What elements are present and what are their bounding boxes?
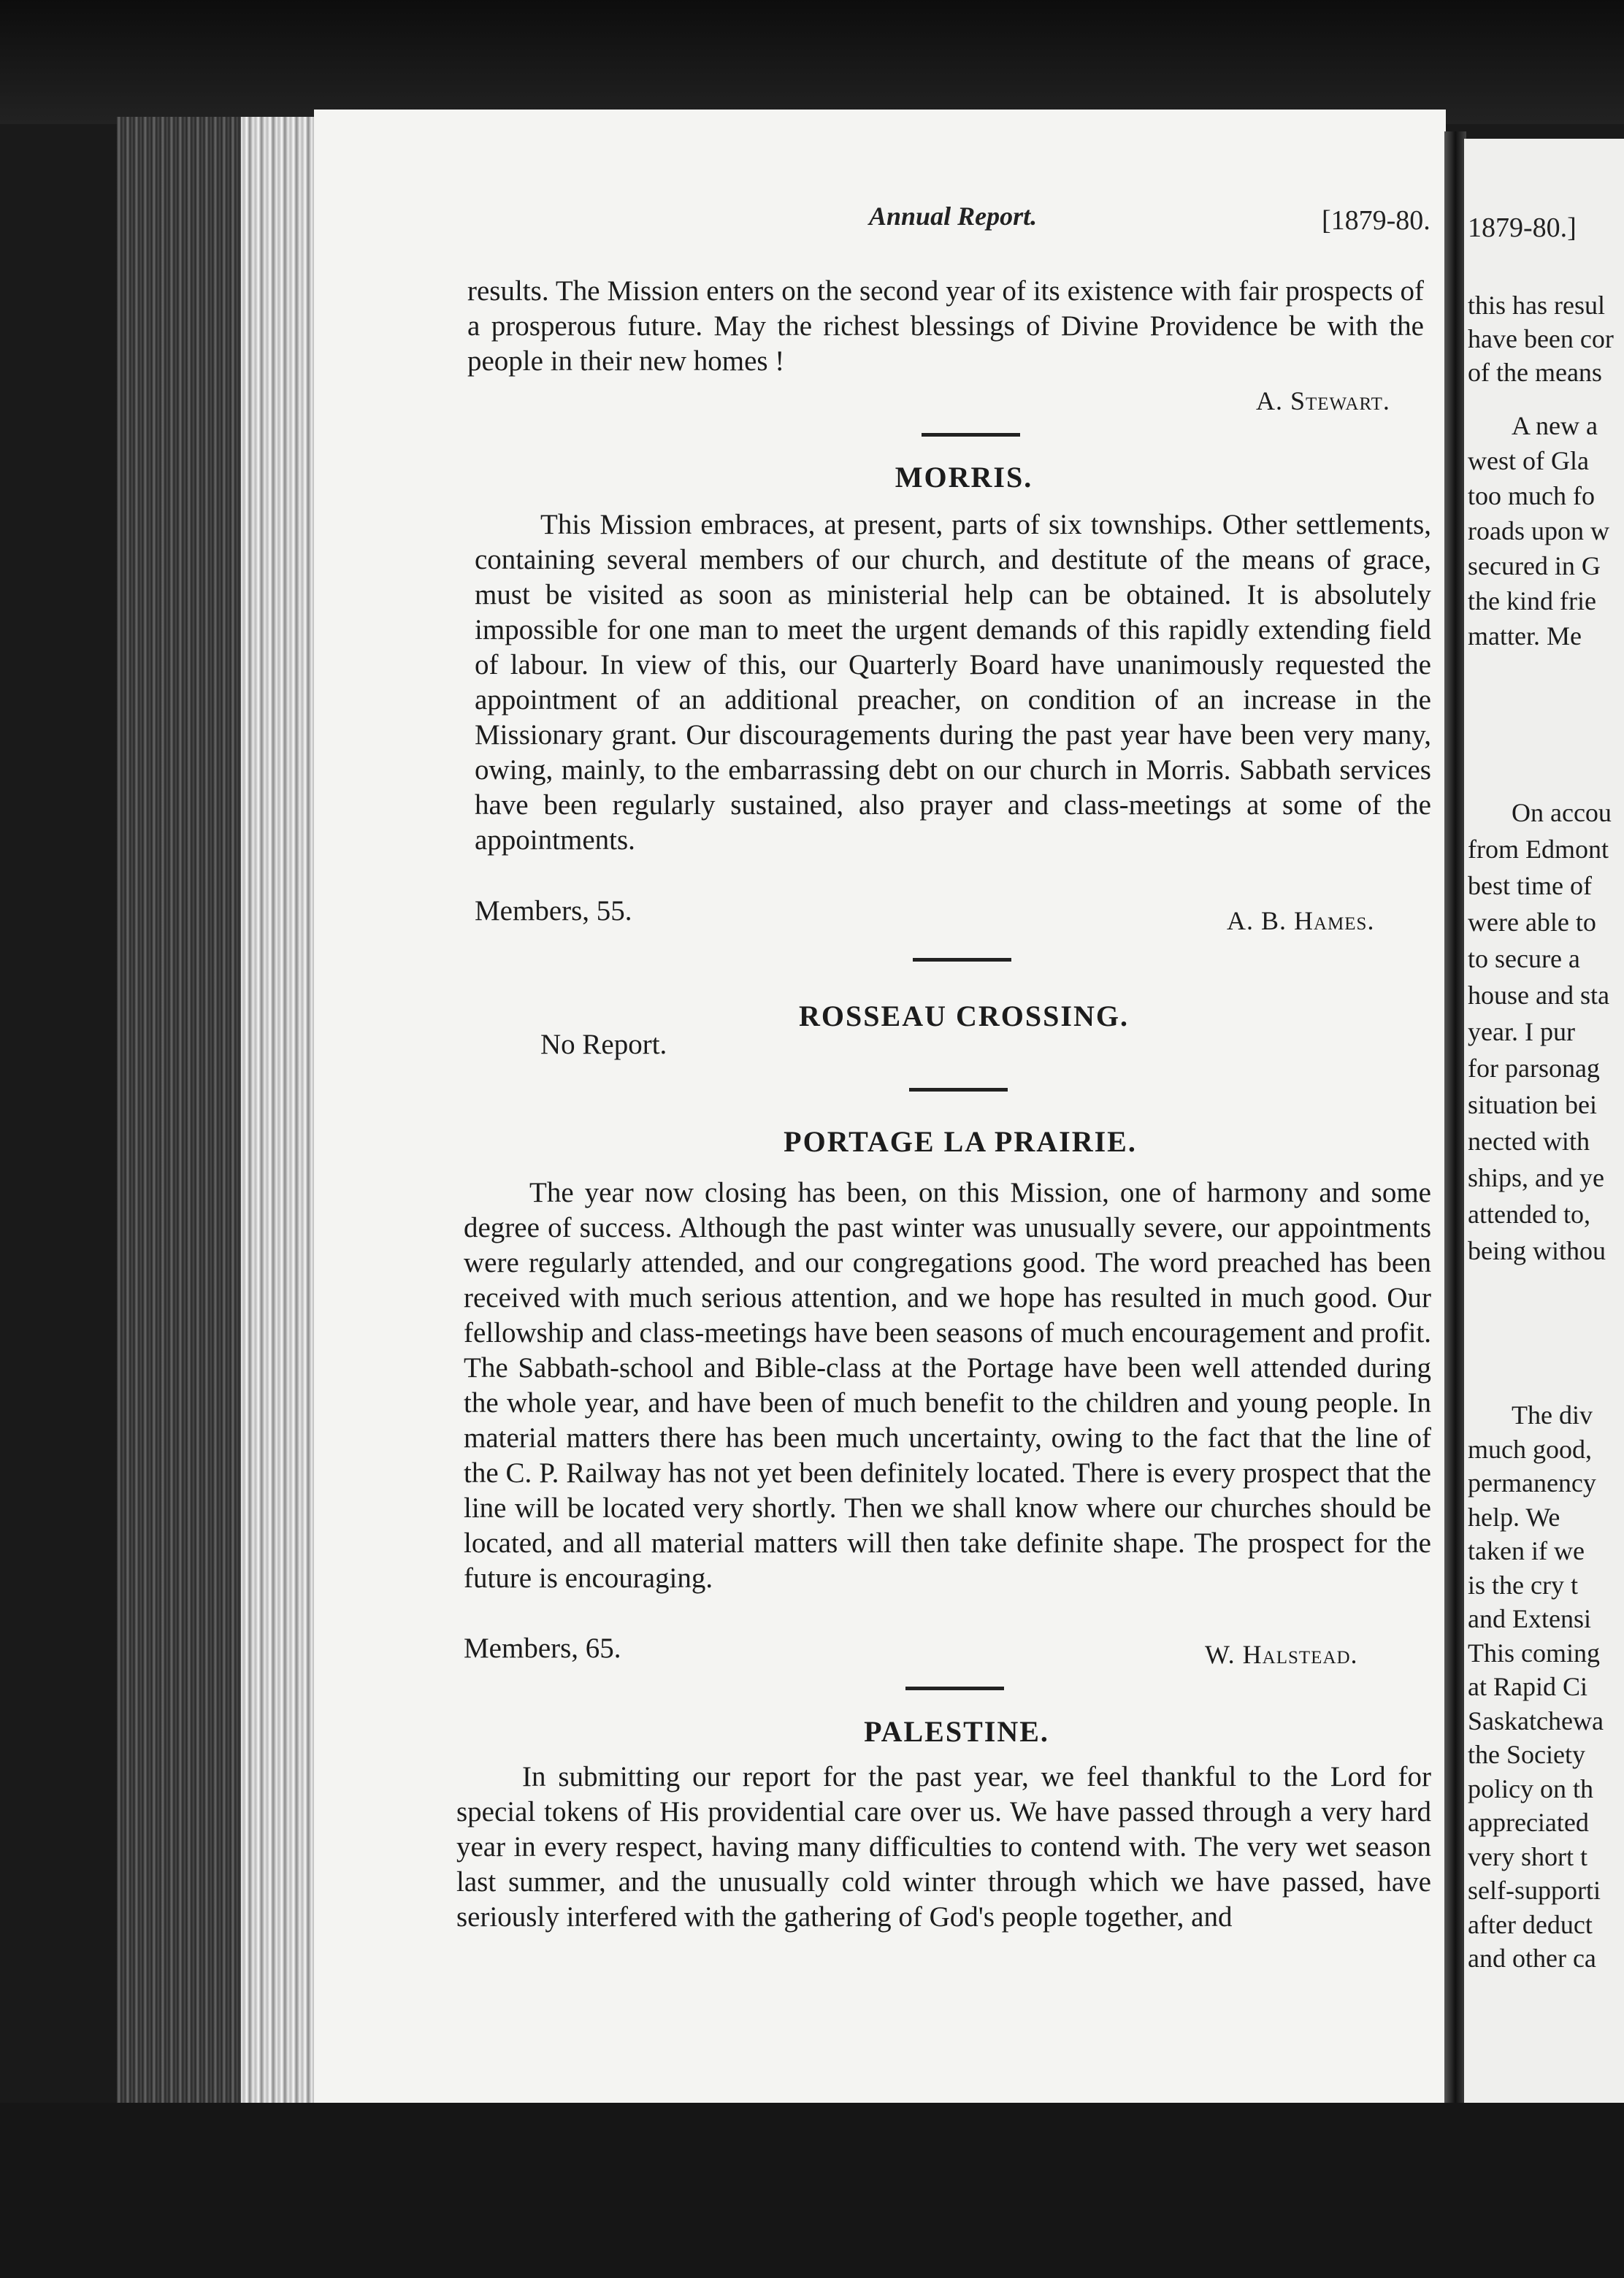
right-page-line: being withou: [1468, 1236, 1606, 1265]
right-page-line: matter. Me: [1468, 621, 1582, 651]
right-page-line: secured in G: [1468, 551, 1601, 580]
intro-signature: A. Stewart.: [1256, 386, 1390, 415]
running-header-year: [1879-80.: [1322, 205, 1430, 236]
right-page-header-year: 1879-80.]: [1468, 212, 1577, 243]
scanner-background-top: [0, 0, 1624, 124]
right-page-line: at Rapid Ci: [1468, 1672, 1587, 1701]
right-page-line: for parsonag: [1468, 1054, 1600, 1083]
section-rule: [922, 433, 1020, 437]
right-page-line: best time of: [1468, 871, 1592, 900]
right-page-line: house and sta: [1468, 981, 1609, 1010]
intro-paragraph: results. The Mission enters on the second year of its existence with fair prospects of a prosperous future. May the richest blessings of Divine Providence be with the people in their new homes !: [467, 275, 1424, 377]
right-page-line: appreciated: [1468, 1808, 1589, 1837]
right-page-line: This coming: [1468, 1638, 1600, 1668]
right-page-line: this has resul: [1468, 291, 1605, 320]
right-page-line: the kind frie: [1468, 586, 1596, 615]
section-rule: [913, 958, 1011, 962]
section-body-palestine: In submitting our report for the past year, we feel thankful to the Lord for special tokens of His providential care over us. We have passed through a very hard year in every respect, having many difficulties to contend with. The very wet season last summer, and the unusually cold winter through which we have passed, have seriously interfered with the gathering of God's people together, and: [456, 1761, 1431, 1933]
page-edges: [241, 117, 314, 2103]
section-title-portage-la-prairie: PORTAGE LA PRAIRIE.: [784, 1125, 1137, 1158]
right-page-line: policy on th: [1468, 1773, 1593, 1803]
right-page-line: and Extensi: [1468, 1604, 1591, 1633]
right-page-line: were able to: [1468, 908, 1596, 937]
right-page-line: roads upon w: [1468, 516, 1609, 545]
right-page-line: have been cor: [1468, 324, 1614, 353]
right-page-line: and other ca: [1468, 1944, 1596, 1973]
section-rule: [909, 1088, 1008, 1092]
right-page-line: is the cry t: [1468, 1570, 1578, 1600]
right-page-line: situation bei: [1468, 1090, 1597, 1119]
section-rule: [905, 1687, 1004, 1690]
right-page-line: On accou: [1512, 798, 1612, 827]
right-page-line: ships, and ye: [1468, 1163, 1604, 1192]
right-page-line: attended to,: [1468, 1200, 1590, 1229]
right-page-line: nected with: [1468, 1127, 1590, 1156]
members-count-portage-la-prairie: Members, 65.: [464, 1633, 621, 1664]
right-page-line: A new a: [1512, 411, 1598, 440]
right-page-line: too much fo: [1468, 481, 1595, 510]
members-count-morris: Members, 55.: [475, 895, 632, 927]
right-page-line: very short t: [1468, 1841, 1587, 1871]
right-page-line: much good,: [1468, 1434, 1592, 1464]
page-gutter: [1444, 131, 1466, 2103]
right-page-line: year. I pur: [1468, 1017, 1575, 1046]
right-page-line: the Society: [1468, 1740, 1585, 1769]
right-page-line: permanency: [1468, 1468, 1596, 1497]
section-body-morris: This Mission embraces, at present, parts of six townships. Other settlements, containing several members of our church, and destitute of the means of grace, must be visited as soon as ministerial help can be obtained. It is absolutely impossible for one man to meet the urgent demands of this rapidly extending field of labour. In view of this, our Quarterly Board have unanimously requested the appointment of an additional preacher, on condition of an increase in the Missionary grant. Our discouragements during the past year have been very many, owing, mainly, to the embarrassing debt on our church in Morris. Sabbath services have been regularly sustained, also prayer and class-meetings at some of the appointments.: [475, 509, 1431, 856]
signature-portage-la-prairie: W. Halstead.: [1205, 1640, 1358, 1669]
signature-morris: A. B. Hames.: [1227, 906, 1375, 935]
section-body-portage-la-prairie: The year now closing has been, on this Mission, one of harmony and some degree of success. Although the past winter was unusually severe, our appointments were regularly attended, and our congregations good. The word preached has been received with much serious attention, and we hope has resulted in much good. Our fellowship and class-meetings have been seasons of much encouragement and profit. The Sabbath-school and Bible-class at the Portage have been well attended during the whole year, and have been of much benefit to the children and young people. In material matters there has been much uncertainty, owing to the fact that the line of the C. P. Railway has not yet been definitely located. There is every prospect that the line will be located very shortly. Then we shall know where our churches should be located, and all material matters will then take definite shape. The prospect for the future is encouraging.: [464, 1177, 1431, 1594]
scanner-background-bottom: [0, 2103, 1624, 2278]
section-title-palestine: PALESTINE.: [864, 1715, 1049, 1748]
section-title-rosseau-crossing: ROSSEAU CROSSING.: [799, 1000, 1129, 1032]
right-page-line: taken if we: [1468, 1536, 1585, 1565]
right-page-line: The div: [1512, 1400, 1593, 1430]
section-body-rosseau-crossing: No Report.: [540, 1029, 667, 1060]
running-header-title: Annual Report.: [869, 202, 1038, 231]
right-page-line: from Edmont: [1468, 835, 1609, 864]
right-page-line: of the means: [1468, 358, 1602, 387]
right-page-line: self-supporti: [1468, 1876, 1601, 1905]
right-page-line: after deduct: [1468, 1909, 1593, 1939]
right-page-line: Saskatchewa: [1468, 1706, 1604, 1736]
right-page-line: help. We: [1468, 1502, 1560, 1532]
section-title-morris: MORRIS.: [895, 461, 1033, 494]
right-page-line: west of Gla: [1468, 446, 1589, 475]
right-page-line: to secure a: [1468, 944, 1580, 973]
